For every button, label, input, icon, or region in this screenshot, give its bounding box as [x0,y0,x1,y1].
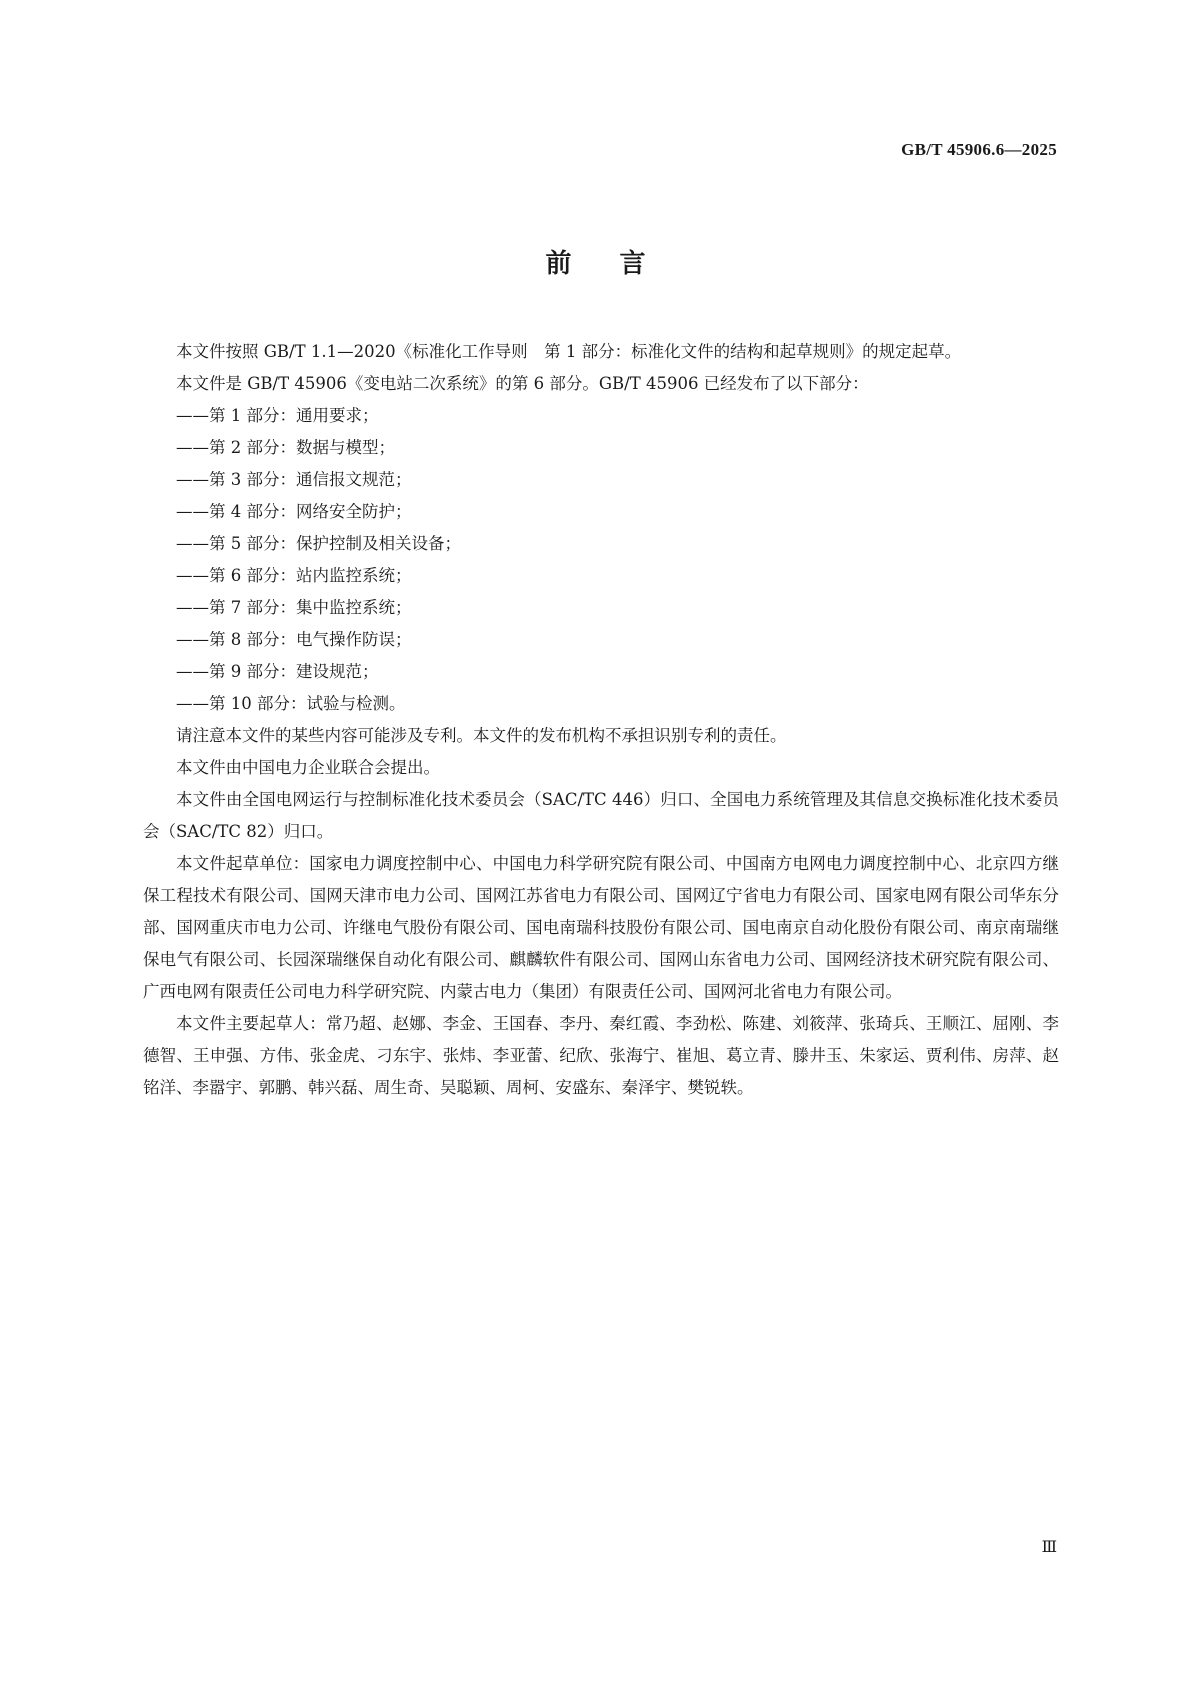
list-item: ——第 9 部分：建设规范； [176,662,379,681]
paragraph-patent-notice: 请注意本文件的某些内容可能涉及专利。本文件的发布机构不承担识别专利的责任。 [176,726,787,745]
paragraph-drafters: 本文件主要起草人：常乃超、赵娜、李金、王国春、李丹、秦红霞、李劲松、陈建、刘筱萍、张琦兵、王顺江、屈刚、李德智、王申强、方伟、张金虎、刁东宇、张炜、李亚蕾、纪欣、张海宁、崔旭、葛立青、滕井玉、朱家运、贾利伟、房萍、赵铭洋、李嚣宇、郭鹏、韩兴磊、周生奇、吴聪颖、周柯、安盛东、秦泽宇、樊锐轶。 [143,1014,1059,1097]
list-item: ——第 6 部分：站内监控系统； [176,566,412,585]
list-item: ——第 2 部分：数据与模型； [176,438,395,457]
list-item: ——第 10 部分：试验与检测。 [176,694,406,713]
list-item: ——第 4 部分：网络安全防护； [176,502,412,521]
paragraph-proposer: 本文件由中国电力企业联合会提出。 [176,758,440,777]
list-item: ——第 5 部分：保护控制及相关设备； [176,534,461,553]
list-item: ——第 7 部分：集中监控系统； [176,598,412,617]
page-number: Ⅲ [1041,1539,1057,1556]
list-item: ——第 1 部分：通用要求； [176,406,379,425]
document-number: GB/T 45906.6—2025 [901,140,1057,159]
parts-list [143,400,1059,720]
paragraph-series-intro: 本文件是 GB/T 45906《变电站二次系统》的第 6 部分。GB/T 45906 已经发布了以下部分： [176,374,869,393]
paragraph-centralized-management: 本文件由全国电网运行与控制标准化技术委员会（SAC/TC 446）归口、全国电力系统管理及其信息交换标准化技术委员会（SAC/TC 82）归口。 [143,790,1059,841]
paragraph-drafting-basis: 本文件按照 GB/T 1.1—2020《标准化工作导则 第 1 部分：标准化文件的结构和起草规则》的规定起草。 [176,342,962,361]
page-title: 前言 [545,249,694,279]
document-body [143,336,1059,1104]
paragraph-drafting-units: 本文件起草单位：国家电力调度控制中心、中国电力科学研究院有限公司、中国南方电网电力调度控制中心、北京四方继保工程技术有限公司、国网天津市电力公司、国网江苏省电力有限公司、国网辽宁省电力有限公司、国家电网有限公司华东分部、国网重庆市电力公司、许继电气股份有限公司、国电南瑞科技股份有限公司、国电南京自动化股份有限公司、南京南瑞继保电气有限公司、长园深瑞继保自动化有限公司、麒麟软件有限公司、国网山东省电力公司、国网经济技术研究院有限公司、广西电网有限责任公司电力科学研究院、内蒙古电力（集团）有限责任公司、国网河北省电力有限公司。 [143,854,1059,1001]
list-item: ——第 8 部分：电气操作防误； [176,630,412,649]
list-item: ——第 3 部分：通信报文规范； [176,470,412,489]
